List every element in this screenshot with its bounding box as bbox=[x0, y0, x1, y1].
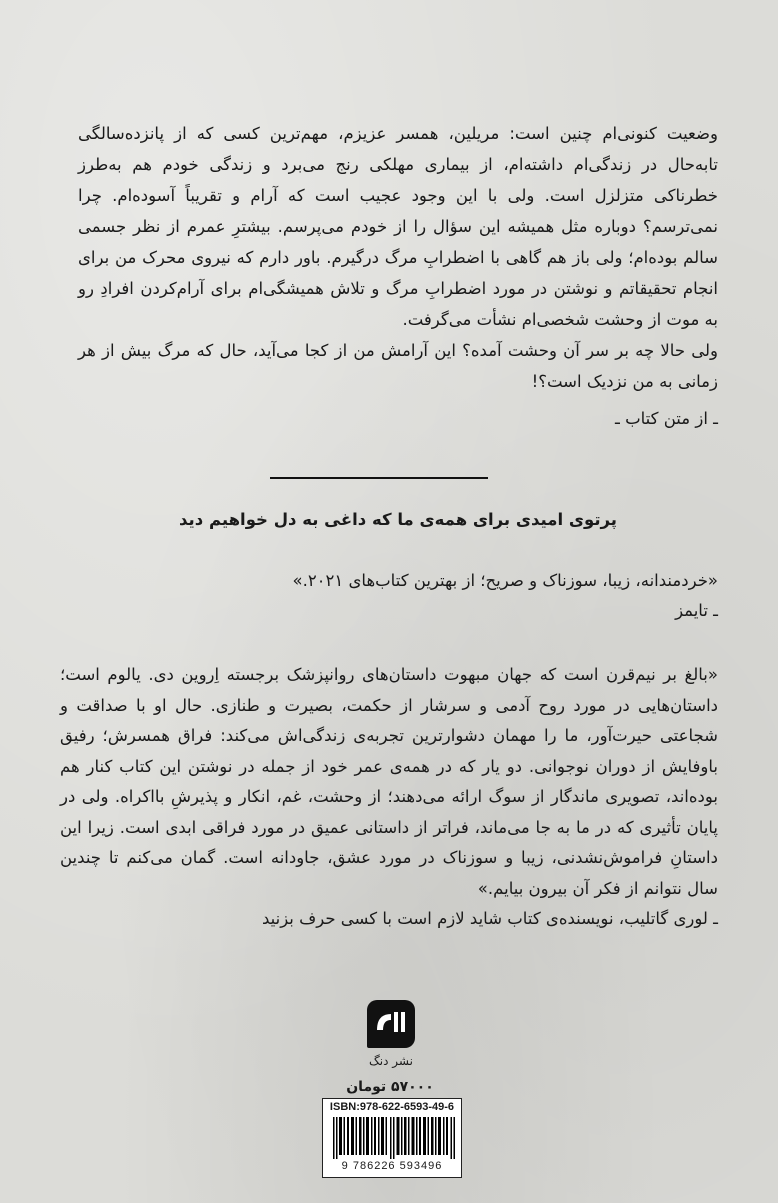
review-quote-times bbox=[78, 566, 718, 626]
tagline: پرتوی امیدی برای همه‌ی ما که داغی به دل خواهیم دید bbox=[179, 510, 617, 529]
review-quote-gottlieb bbox=[60, 660, 718, 935]
review-source: ـ تایمز bbox=[675, 601, 718, 620]
review-text: «بالغ بر نیم‌قرن است که جهان مبهوت داستان‌های روانپزشک برجسته اِروین دی. یالوم است؛ داستان‌هایی در مورد روح آدمی و سرشار از حکمت، بصیرت و طنازی. حال او با صداقت و شجاعتی حیرت‌آور، ما را مهمان دشوارترین تجربه‌ی زندگی‌اش می‌کند: فراق همسرش؛ رفیق باوفایش از دوران نوجوانی. دو یار که در همه‌ی عمر خود از جمله در نوشتن این کتاب کنار هم بوده‌اند، تصویری ماندگار از سوگ ارائه می‌دهند؛ از وحشت، غم، انکار و پذیرشِ بااکراه. ولی در پایان تأثیری که در ما به جا می‌ماند، فراتر از داستانی عمیق در مورد فراقی ابدی است. زیرا این داستانِ فراموش‌نشدنی، زیبا و سوزناک در مورد عشق، جاودانه است. گمان می‌کنم تا چندین سال نتوانم از فکر آن بیرون بیایم.» bbox=[60, 665, 718, 898]
barcode-number: 9 786226 593496 bbox=[341, 1160, 443, 1172]
section-divider bbox=[270, 477, 488, 479]
review-text: «خردمندانه، زیبا، سوزناک و صریح؛ از بهترین کتاب‌های ۲۰۲۱.» bbox=[292, 571, 718, 590]
isbn-label: ISBN:978-622-6593-49-6 bbox=[329, 1101, 455, 1113]
barcode-icon bbox=[333, 1117, 455, 1159]
review-source: ـ لوری گاتلیب، نویسنده‌ی کتاب شاید لازم است با کسی حرف بزنید bbox=[261, 909, 718, 928]
excerpt-paragraph-2: ولی حالا چه بر سر آن وحشت آمده؟ این آرامش من از کجا می‌آید، حال که مرگ بیش از هر زمانی به من نزدیک است؟! bbox=[78, 341, 718, 391]
book-excerpt bbox=[78, 118, 718, 434]
excerpt-paragraph-1: وضعیت کنونی‌ام چنین است: مریلین، همسر عزیزم، مهم‌ترین کسی که از پانزده‌سالگی تابه‌حال در زندگی‌ام داشته‌ام، از بیماری مهلکی رنج می‌برد و زندگی خودم هم به‌طرز خطرناکی متزلزل است. ولی با این وجود عجیب است که آرام و تقریباً آسوده‌ام. چرا نمی‌ترسم؟ دوباره مثل همیشه این سؤال را از خودم می‌پرسم. بیشترِ عمرم از نظر جسمی سالم بوده‌ام؛ ولی باز هم گاهی با اضطرابِ مرگ درگیرم. باور دارم که نیروی محرک من برای انجام تحقیقاتم و نوشتن در مورد اضطرابِ مرگ و تلاش همیشگی‌ام برای آرام‌کردن افرادِ رو به موت از وحشت شخصی‌ام نشأت می‌گرفت. bbox=[78, 124, 718, 329]
excerpt-source: ـ از متن کتاب ـ bbox=[615, 409, 718, 428]
barcode-box bbox=[322, 1098, 462, 1178]
price-label: ۵۷۰۰۰ تومان bbox=[346, 1079, 434, 1095]
publisher-name: نشر دنگ bbox=[369, 1054, 413, 1068]
dong-publisher-logo-icon bbox=[367, 1000, 415, 1048]
